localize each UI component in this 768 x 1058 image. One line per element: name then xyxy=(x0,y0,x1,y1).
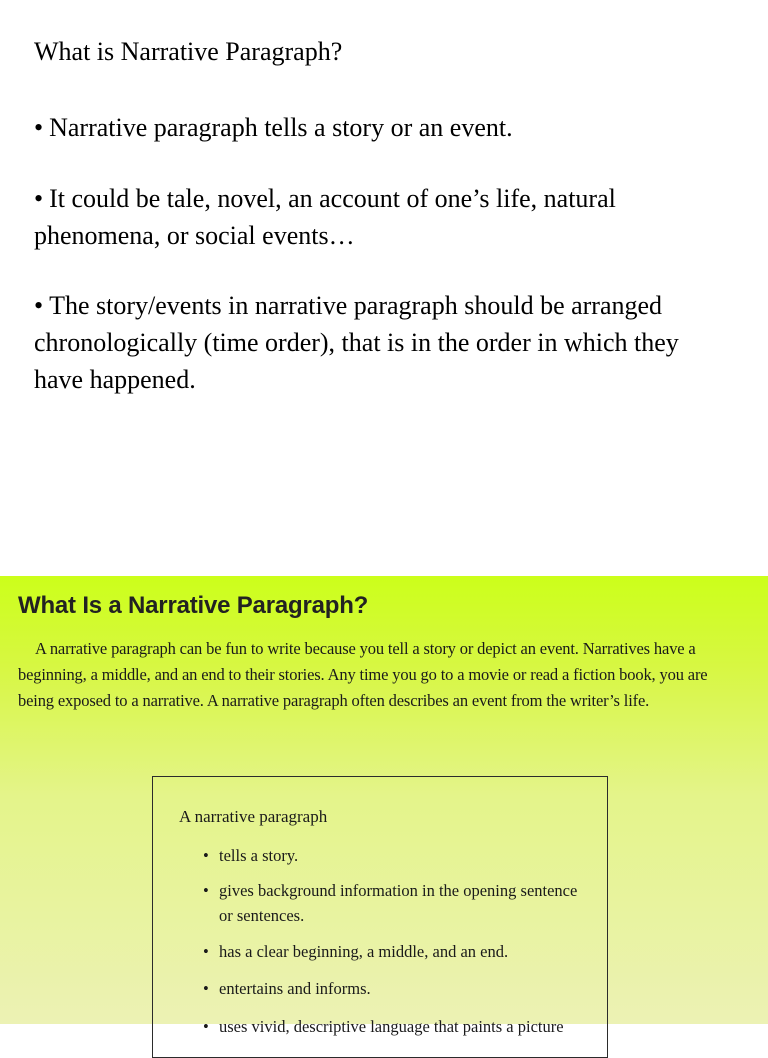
bullet-item xyxy=(34,287,734,398)
bullet-icon: • xyxy=(203,979,209,998)
intro-paragraph: A narrative paragraph can be fun to write because you tell a story or depict an event. Narratives have a beginning, a middle, and an end to their stories. Any time you go to a movie or read a fiction book, you are being exposed to a narrative. A narrative paragraph often describes an event from the writer’s life. xyxy=(18,639,708,710)
bullet-icon: • xyxy=(203,1017,209,1036)
bullet-icon: • xyxy=(34,184,44,213)
bullet-text: The story/events in narrative paragraph should be arranged chronologically (time order), that is in the order in which they have happened. xyxy=(34,291,679,394)
box-heading: A narrative paragraph xyxy=(179,807,328,826)
bullet-icon: • xyxy=(203,881,209,900)
bullet-icon: • xyxy=(34,291,44,320)
list-item xyxy=(203,843,593,868)
list-item-text: gives background information in the opening sentence or sentences. xyxy=(219,881,578,925)
list-item xyxy=(203,1014,593,1039)
page-title: What is Narrative Paragraph? xyxy=(34,37,343,66)
list-item xyxy=(203,878,593,928)
list-item-text: entertains and informs. xyxy=(219,979,371,998)
bullet-icon: • xyxy=(203,942,209,961)
section-title: What Is a Narrative Paragraph? xyxy=(18,592,369,619)
bottom-slide xyxy=(0,576,768,1036)
bullet-icon: • xyxy=(203,846,209,865)
list-item-text: uses vivid, descriptive language that paints a picture xyxy=(219,1017,564,1036)
bullet-text: Narrative paragraph tells a story or an event. xyxy=(49,113,513,142)
list-item-text: has a clear beginning, a middle, and an end. xyxy=(219,942,509,961)
list-item xyxy=(203,976,593,1001)
bullet-item xyxy=(34,180,734,254)
bullet-icon: • xyxy=(34,113,44,142)
list-item-text: tells a story. xyxy=(219,846,299,865)
summary-box xyxy=(152,776,608,1058)
bullet-text: It could be tale, novel, an account of one’s life, natural phenomena, or social events… xyxy=(34,184,616,250)
list-item xyxy=(203,939,593,964)
bullet-item xyxy=(34,109,734,146)
